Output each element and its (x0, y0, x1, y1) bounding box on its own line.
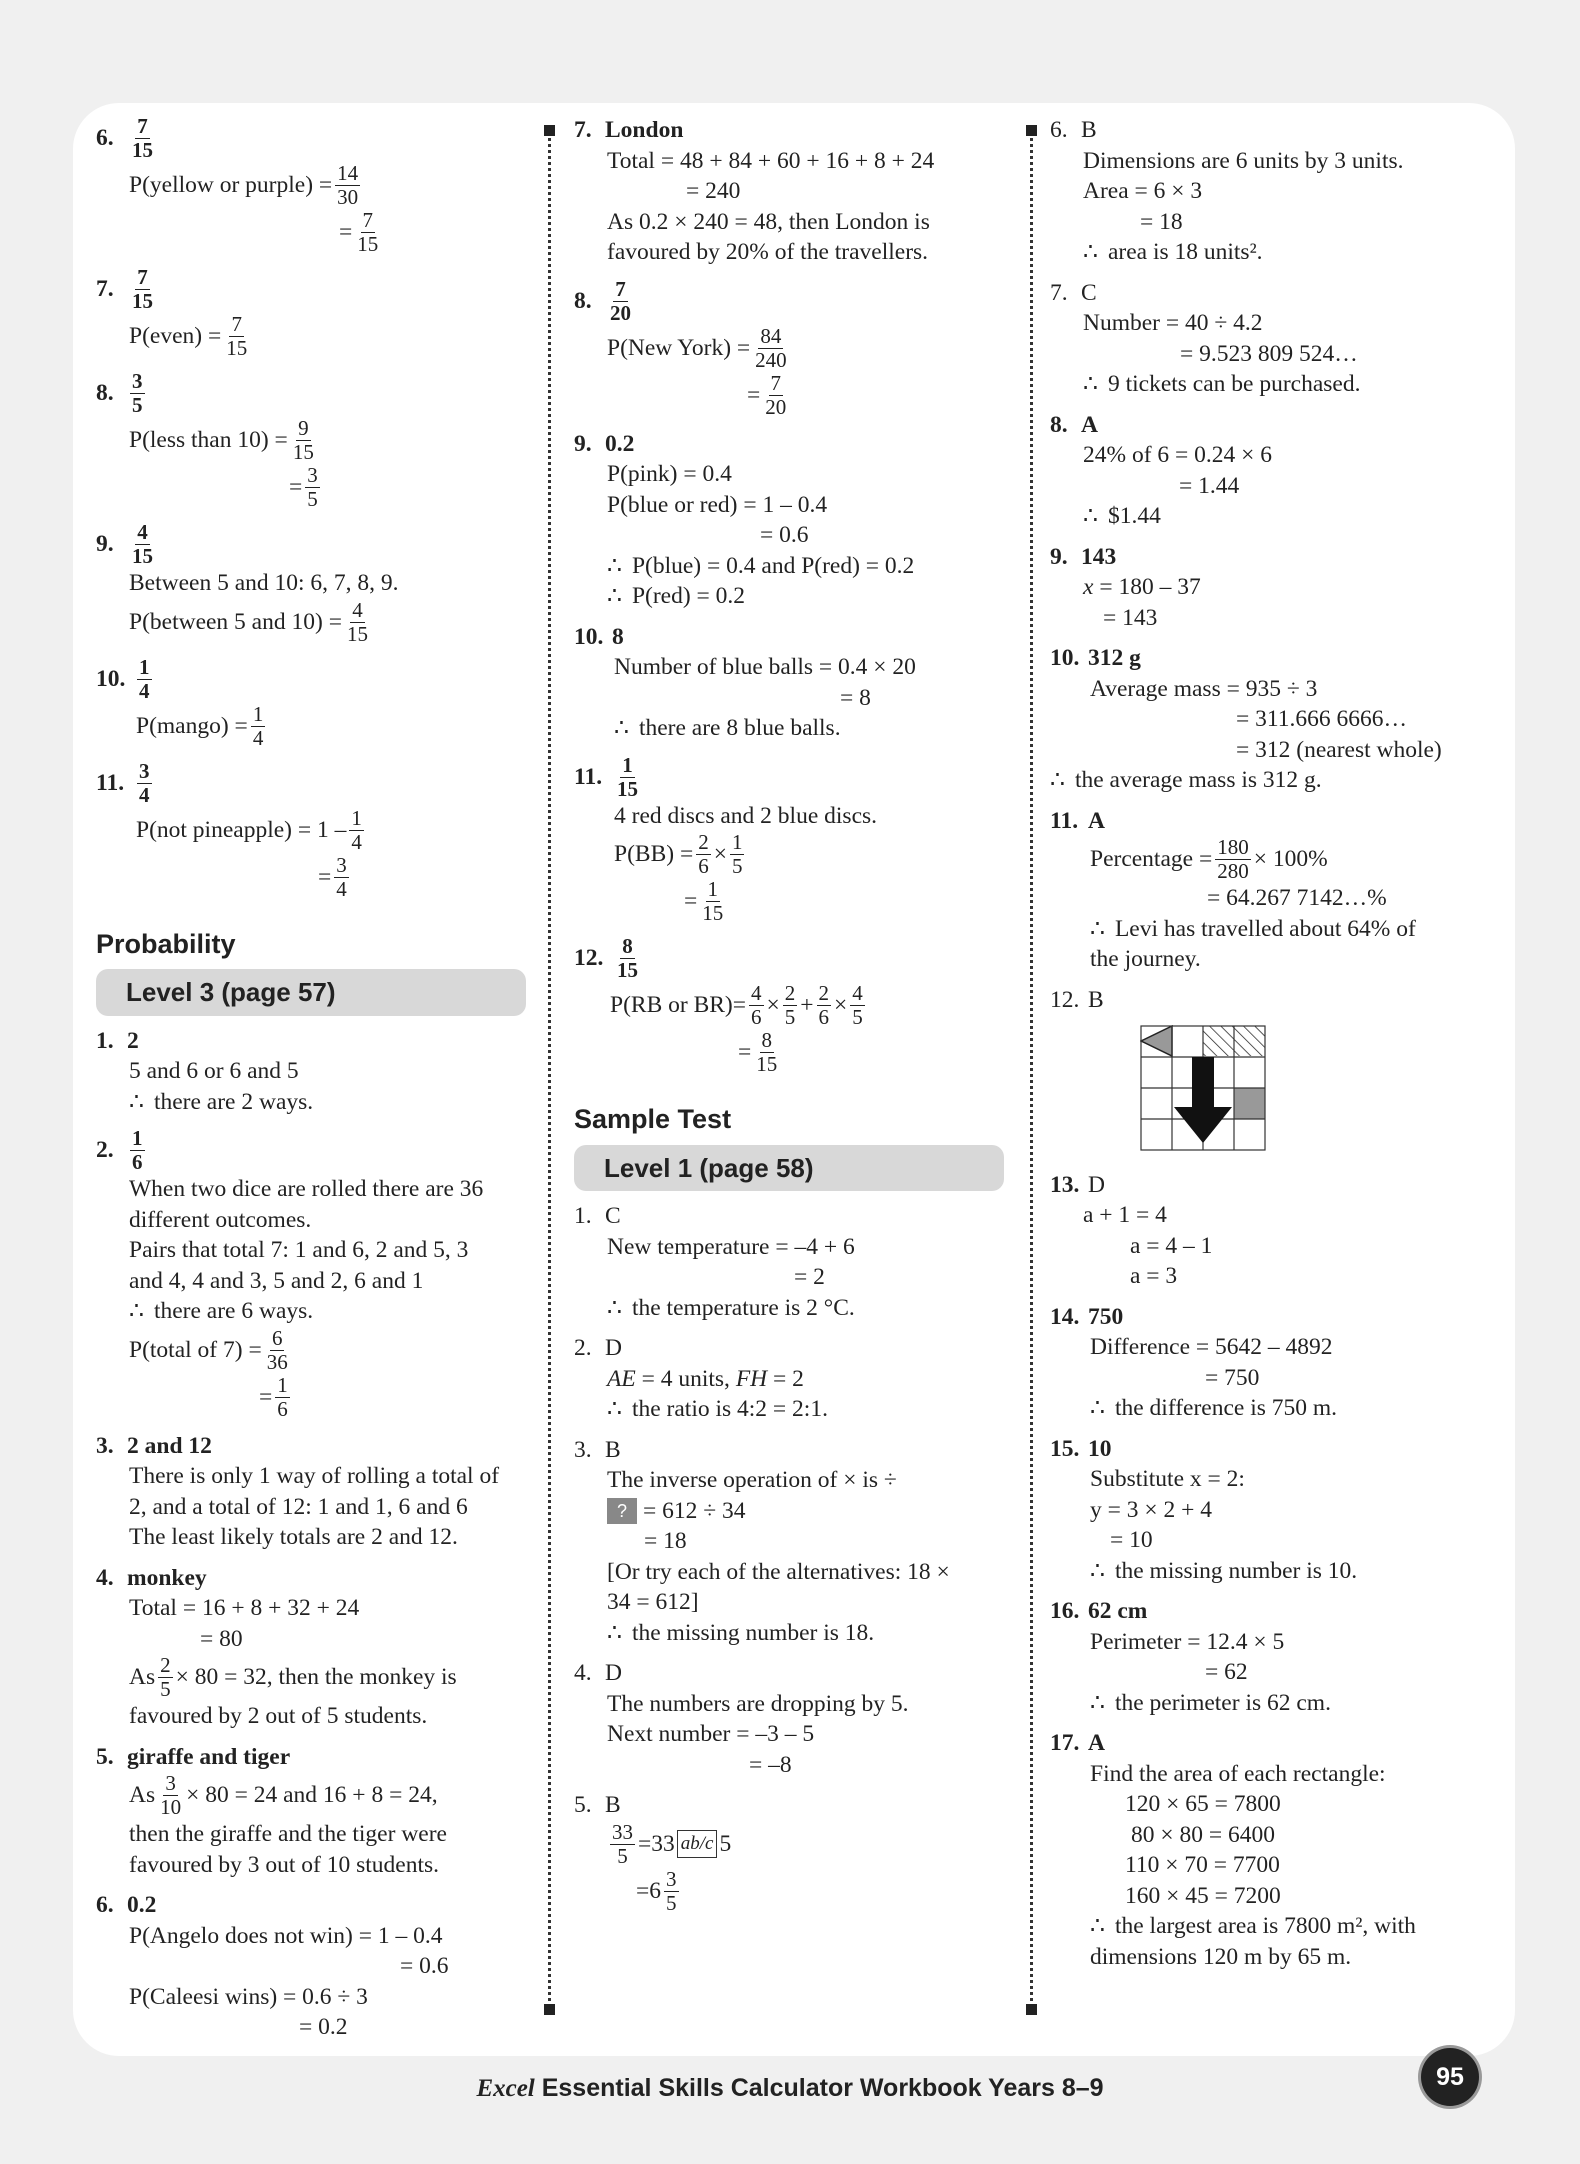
working-line: = 240 (686, 178, 741, 204)
working-line: Dimensions are 6 units by 3 units. (1083, 147, 1404, 174)
working-line: P(pink) = 0.4 (607, 461, 732, 487)
answer-item (96, 115, 526, 256)
answer-value: 62 cm (1088, 1598, 1148, 1624)
working-line: = 18 (1140, 208, 1183, 235)
question-number: 9. (96, 531, 114, 558)
answer-item (1050, 1302, 1490, 1424)
working-line: Difference = 5642 – 4892 (1090, 1334, 1333, 1360)
column-divider-left (548, 125, 551, 2015)
answer-item (1050, 278, 1490, 400)
answer-value: A (1088, 807, 1105, 834)
working-line: ∴ there are 8 blue balls. (614, 715, 841, 741)
working-line: As 0.2 × 240 = 48, then London is (607, 208, 930, 235)
answer-value: 8 (612, 623, 624, 650)
question-number: 10. (574, 623, 604, 650)
working-line: ∴ P(red) = 0.2 (607, 583, 746, 609)
working-line: ∴ P(blue) = 0.4 and P(red) = 0.2 (607, 552, 915, 579)
answer-value: D (605, 1335, 622, 1361)
answer-value: C (605, 1203, 621, 1229)
working-line: x = 180 – 37 (1083, 574, 1201, 600)
working-line: As $\frac{3}{10}$ × 80 = 24 and 16 + 8 = 24, (129, 1771, 438, 1819)
answer-fraction: $\frac{7}{15}$ (132, 265, 153, 313)
working-line: the journey. (1090, 946, 1201, 972)
shaded-cell (1234, 1088, 1265, 1119)
answer-item (1050, 806, 1490, 975)
working-line: P(less than 10) = $\frac{9}{15}$ (129, 416, 314, 464)
working-line: Next number = –3 – 5 (607, 1721, 815, 1747)
answer-value: 143 (1081, 543, 1117, 570)
fraction-key: ab/c (677, 1830, 718, 1858)
working-line: P(yellow or purple) = $\frac{14}{30}$ (129, 161, 359, 209)
question-number: 3. (96, 1432, 114, 1459)
working-line: 5 and 6 or 6 and 5 (129, 1058, 299, 1084)
answer-fraction: $\frac{1}{15}$ (617, 752, 638, 801)
working-line: favoured by 2 out of 5 students. (129, 1703, 428, 1729)
answer-value: 0.2 (605, 430, 635, 457)
column-2 (574, 115, 1004, 1925)
answer-value: C (1081, 279, 1097, 306)
working-line: The numbers are dropping by 5. (607, 1690, 909, 1717)
working-line: ∴ Levi has travelled about 64% of (1090, 915, 1416, 942)
answer-item (574, 1658, 1004, 1780)
section-heading: Probability (96, 928, 236, 959)
working-line: ∴ the missing number is 18. (607, 1619, 875, 1646)
working-line: = 10 (1110, 1527, 1153, 1553)
level-banner: Level 1 (page 58) (574, 1145, 1004, 1192)
working-line: = 80 (200, 1625, 243, 1652)
answer-fraction: $\frac{4}{15}$ (132, 520, 153, 568)
working-line: ∴ the largest area is 7800 m², with (1090, 1913, 1416, 1939)
answer-item (96, 656, 526, 750)
answer-value: 0.2 (127, 1892, 157, 1918)
question-number: 11. (1050, 807, 1079, 834)
working-line: y = 3 × 2 + 4 (1090, 1496, 1213, 1523)
question-number: 8. (1050, 411, 1068, 438)
working-line: = 750 (1205, 1364, 1260, 1391)
working-line: Total = 48 + 84 + 60 + 16 + 8 + 24 (607, 147, 935, 174)
answer-value: 10 (1088, 1435, 1112, 1462)
working-line: P(New York) = $\frac{84}{240}$ (607, 323, 787, 372)
working-line: 160 × 45 = 7200 (1125, 1882, 1281, 1909)
working-line: 4 red discs and 2 blue discs. (614, 802, 878, 829)
answer-value: A (1081, 411, 1098, 438)
section-heading: Sample Test (574, 1104, 732, 1134)
working-line: Pairs that total 7: 1 and 6, 2 and 5, 3 (129, 1237, 469, 1263)
working-line: = –8 (749, 1751, 792, 1778)
working-line: a + 1 = 4 (1083, 1202, 1167, 1228)
answer-value: D (1088, 1171, 1105, 1198)
level-banner: Level 3 (page 57) (96, 969, 526, 1016)
answer-item (574, 278, 1004, 419)
working-line: = $\frac{1}{6}$ (259, 1372, 288, 1421)
working-line: Number = 40 ÷ 4.2 (1083, 310, 1263, 336)
answer-item (96, 1431, 526, 1553)
answer-value: B (605, 1436, 621, 1463)
working-line: Percentage = $\frac{180}{280}$ × 100% (1090, 835, 1328, 883)
answer-value: B (605, 1792, 621, 1818)
working-line: P(between 5 and 10) = $\frac{4}{15}$ (129, 597, 368, 646)
grid-figure (1140, 1025, 1266, 1151)
working-line: ∴ the difference is 750 m. (1090, 1395, 1338, 1421)
working-line: 34 = 612] (607, 1589, 699, 1615)
page-number: 95 (1421, 2048, 1479, 2106)
working-line: There is only 1 way of rolling a total of (129, 1463, 500, 1489)
working-line: = 18 (644, 1528, 687, 1554)
working-line: P(Angelo does not win) = 1 – 0.4 (129, 1922, 443, 1949)
question-number: 6. (1050, 117, 1068, 143)
down-arrow-shape (1174, 1057, 1232, 1143)
working-line: ∴ there are 6 ways. (129, 1298, 314, 1324)
working-line: 120 × 65 = 7800 (1125, 1791, 1281, 1817)
column-1 (96, 115, 526, 2053)
working-line: = 64.267 7142…% (1207, 885, 1387, 911)
working-line: = 62 (1205, 1659, 1248, 1685)
answer-item (574, 1201, 1004, 1323)
working-line: 24% of 6 = 0.24 × 6 (1083, 442, 1273, 468)
working-line: ∴ $1.44 (1083, 503, 1161, 529)
working-line: ∴ the temperature is 2 °C. (607, 1294, 855, 1321)
working-line: = $\frac{7}{15}$ (339, 208, 379, 256)
working-line: = 9.523 809 524… (1180, 340, 1358, 367)
question-number: 8. (574, 287, 592, 314)
working-line: favoured by 20% of the travellers. (607, 239, 929, 265)
working-line: P(Caleesi wins) = 0.6 ÷ 3 (129, 1983, 368, 2010)
answer-value: B (1081, 117, 1097, 143)
question-number: 6. (96, 1892, 114, 1918)
working-line: = 0.6 (760, 522, 809, 548)
working-line: P(even) = $\frac{7}{15}$ (129, 312, 248, 360)
missing-number-box: ? (607, 1498, 637, 1524)
working-line: = 143 (1103, 604, 1158, 631)
answer-item (96, 1563, 526, 1732)
working-line: then the giraffe and the tiger were (129, 1821, 447, 1847)
book-title: Essential Skills Calculator Workbook Years 8–9 (541, 2074, 1104, 2102)
working-line: = 2 (794, 1264, 825, 1290)
answer-item (96, 1890, 526, 2043)
working-line: and 4, 4 and 3, 5 and 2, 6 and 1 (129, 1267, 424, 1294)
question-number: 2. (574, 1335, 592, 1361)
working-line: The least likely totals are 2 and 12. (129, 1524, 458, 1550)
working-line: = 8 (840, 684, 871, 711)
answer-fraction: $\frac{7}{20}$ (610, 276, 631, 325)
question-number: 2. (96, 1137, 114, 1164)
working-line: 80 × 80 = 6400 (1131, 1821, 1276, 1848)
question-number: 12. (574, 945, 604, 972)
question-number: 5. (574, 1792, 592, 1818)
working-line: favoured by 3 out of 10 students. (129, 1851, 440, 1878)
working-line: Total = 16 + 8 + 32 + 24 (129, 1595, 360, 1621)
working-line: = 0.6 (400, 1953, 449, 1979)
answer-item (574, 115, 1004, 268)
question-number: 16. (1050, 1598, 1080, 1624)
working-line: [Or try each of the alternatives: 18 × (607, 1558, 950, 1585)
working-line: ∴ the ratio is 4:2 = 2:1. (607, 1396, 828, 1422)
answer-value: 2 (127, 1027, 139, 1054)
question-number: 4. (574, 1660, 592, 1686)
answer-value: London (605, 117, 684, 143)
question-number: 11. (96, 769, 125, 796)
question-number: 14. (1050, 1303, 1080, 1330)
answer-value: B (1088, 986, 1104, 1013)
working-line: = $\frac{7}{20}$ (747, 370, 787, 419)
working-line: $\frac{33}{5}$ =33 ab/c 5 (612, 1819, 732, 1868)
working-line: = $\frac{3}{5}$ (289, 463, 318, 511)
question-number: 17. (1050, 1730, 1080, 1756)
working-line: ∴ area is 18 units². (1083, 239, 1263, 265)
working-line: dimensions 120 m by 65 m. (1090, 1943, 1352, 1970)
answer-item (1050, 115, 1490, 268)
answer-item (96, 1127, 526, 1421)
working-line: P(mango) = $\frac{1}{4}$ (136, 701, 264, 750)
working-line: = 1.44 (1179, 472, 1240, 499)
working-line: a = 3 (1130, 1263, 1178, 1289)
working-line: = $\frac{1}{15}$ (684, 877, 724, 925)
working-line: As $\frac{2}{5}$ × 80 = 32, then the monkey is (129, 1653, 457, 1701)
working-line: P(blue or red) = 1 – 0.4 (607, 491, 828, 518)
answer-item (574, 935, 1004, 1076)
question-number: 9. (574, 430, 592, 457)
working-line: P(total of 7) = $\frac{6}{36}$ (129, 1325, 288, 1374)
answer-fraction: $\frac{3}{4}$ (139, 758, 150, 807)
working-line: P(BB) = $\frac{2}{6}$ × $\frac{1}{5}$ (614, 830, 743, 878)
working-line: Number of blue balls = 0.4 × 20 (614, 654, 916, 680)
working-line: AE = 4 units, FH = 2 (607, 1365, 804, 1392)
question-number: 13. (1050, 1171, 1080, 1198)
working-line: different outcomes. (129, 1206, 312, 1233)
question-number: 8. (96, 380, 114, 407)
answer-item (574, 1435, 1004, 1649)
working-line: ? = 612 ÷ 34 (574, 1496, 1004, 1527)
working-line: = 0.2 (299, 2014, 348, 2040)
question-number: 4. (96, 1564, 114, 1591)
question-number: 3. (574, 1436, 592, 1463)
answer-value: giraffe and tiger (127, 1743, 291, 1770)
answer-fraction: $\frac{8}{15}$ (617, 934, 638, 982)
brand-name: Excel (476, 2075, 535, 2102)
working-line: = 311.666 6666… (1236, 706, 1408, 732)
answer-item (574, 1790, 1004, 1915)
working-line: ∴ 9 tickets can be purchased. (1083, 371, 1361, 397)
working-line: ∴ there are 2 ways. (129, 1088, 314, 1115)
question-number: 7. (1050, 279, 1068, 306)
answer-item (1050, 1434, 1490, 1587)
working-line: 2, and a total of 12: 1 and 1, 6 and 6 (129, 1493, 468, 1520)
answer-item (1050, 643, 1490, 796)
working-line: Perimeter = 12.4 × 5 (1090, 1628, 1285, 1655)
working-line: When two dice are rolled there are 36 (129, 1176, 484, 1202)
question-number: 15. (1050, 1435, 1080, 1462)
answer-item (1050, 985, 1490, 1160)
working-line: Between 5 and 10: 6, 7, 8, 9. (129, 570, 399, 596)
answer-item (96, 521, 526, 646)
answer-item (96, 266, 526, 360)
triangle-shape (1141, 1026, 1172, 1056)
answer-item (96, 1026, 526, 1118)
answer-item (1050, 542, 1490, 634)
working-line: 110 × 70 = 7700 (1125, 1852, 1280, 1878)
question-number: 6. (96, 125, 114, 152)
working-line: ∴ the missing number is 10. (1090, 1557, 1358, 1584)
working-line: =6 $\frac{3}{5}$ (636, 1866, 677, 1915)
answer-fraction: $\frac{1}{6}$ (132, 1126, 143, 1174)
answer-item (574, 754, 1004, 926)
answer-value: 750 (1088, 1303, 1124, 1330)
working-line: Substitute x = 2: (1090, 1466, 1245, 1492)
answer-item (574, 429, 1004, 612)
question-number: 7. (574, 117, 592, 143)
answer-value: A (1088, 1730, 1105, 1756)
answer-fraction: $\frac{3}{5}$ (132, 369, 143, 417)
working-line: = $\frac{3}{4}$ (318, 852, 347, 901)
working-line: = 312 (nearest whole) (1236, 736, 1442, 763)
answer-fraction: $\frac{1}{4}$ (139, 654, 150, 703)
question-number: 1. (96, 1027, 114, 1054)
answer-item (1050, 1596, 1490, 1718)
answer-item (1050, 1728, 1490, 1972)
working-line: P(not pineapple) = 1 – $\frac{1}{4}$ (136, 805, 362, 854)
working-line: ∴ the perimeter is 62 cm. (1090, 1689, 1331, 1716)
answer-item (1050, 1170, 1490, 1292)
question-number: 11. (574, 763, 603, 790)
answer-item (96, 370, 526, 511)
working-line: Area = 6 × 3 (1083, 178, 1203, 204)
question-number: 12. (1050, 986, 1080, 1013)
answer-value: monkey (127, 1564, 207, 1591)
answer-item (96, 760, 526, 901)
answer-value: D (605, 1660, 622, 1686)
answer-item (574, 1333, 1004, 1425)
column-3 (1050, 115, 1490, 1982)
working-line: ∴ the average mass is 312 g. (1050, 767, 1322, 793)
working-line: New temperature = –4 + 6 (607, 1233, 855, 1260)
working-line: = $\frac{8}{15}$ (738, 1028, 778, 1076)
answer-item (1050, 410, 1490, 532)
working-line: The inverse operation of × is ÷ (607, 1467, 897, 1493)
answer-value: 2 and 12 (127, 1432, 212, 1459)
working-line: P(RB or BR)= $\frac{4}{6}$ × $\frac{2}{5}$ + $\frac{2}{6}$ × $\frac{4}{5}$ (610, 981, 863, 1029)
question-number: 5. (96, 1743, 114, 1770)
answer-item (96, 1742, 526, 1881)
working-line: a = 4 – 1 (1130, 1232, 1213, 1259)
answer-fraction: $\frac{7}{15}$ (132, 114, 153, 162)
question-number: 1. (574, 1203, 592, 1229)
question-number: 9. (1050, 543, 1068, 570)
working-line: Average mass = 935 ÷ 3 (1090, 675, 1318, 702)
question-number: 7. (96, 276, 114, 303)
question-number: 10. (1050, 645, 1080, 671)
question-number: 10. (96, 665, 126, 692)
column-divider-right (1030, 125, 1033, 2015)
page-footer (0, 2074, 1580, 2103)
working-line: Find the area of each rectangle: (1090, 1760, 1386, 1787)
answer-item (574, 622, 1004, 744)
answer-value: 312 g (1088, 645, 1141, 671)
